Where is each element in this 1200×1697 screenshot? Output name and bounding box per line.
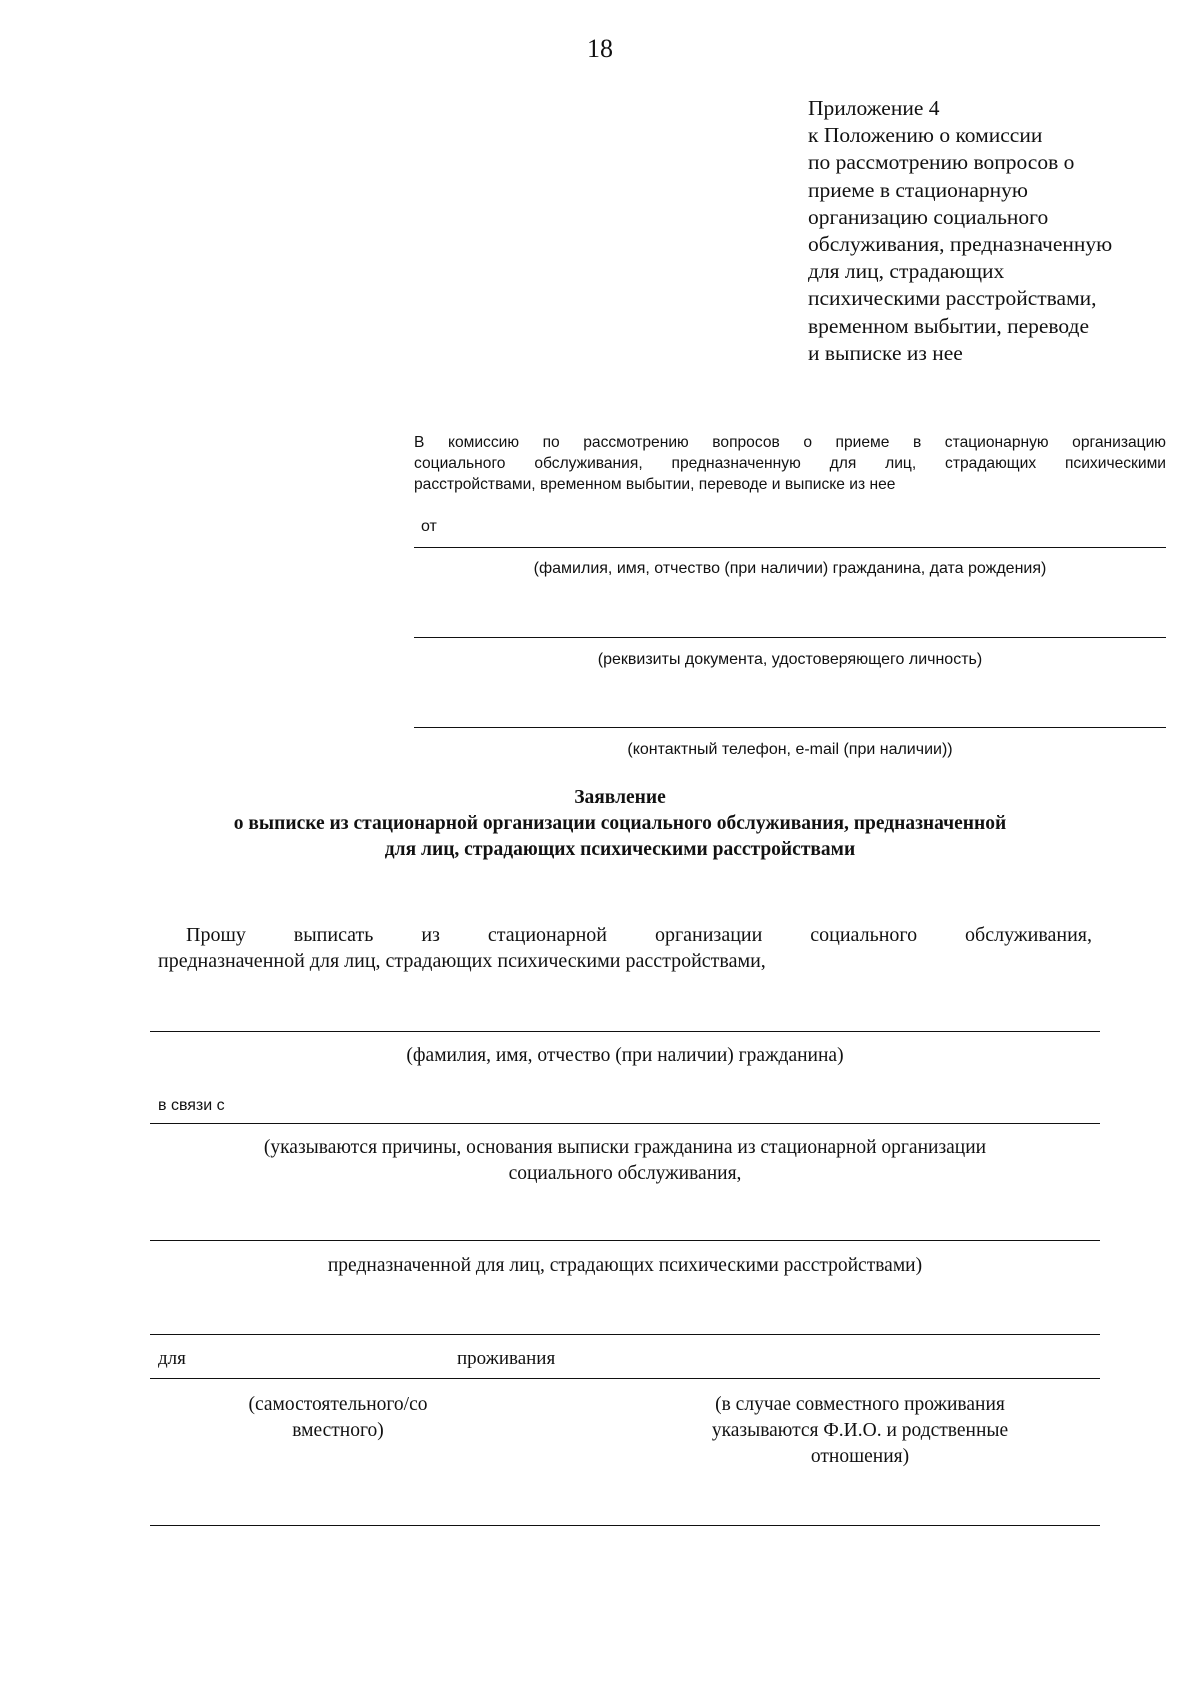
reasons-field-line[interactable] bbox=[150, 1123, 1100, 1124]
applicant-document-field-line[interactable] bbox=[414, 637, 1166, 638]
request-line: Прошу выписать из стационарной организации социального обслуживания, bbox=[186, 924, 1092, 946]
living-type-caption-line1: (самостоятельного/со bbox=[248, 1394, 428, 1415]
living-lower-field-line[interactable] bbox=[150, 1378, 1100, 1379]
applicant-document-caption: (реквизиты документа, удостоверяющего личность) bbox=[597, 651, 983, 668]
reasons-caption-line1: (указываются причины, основания выписки гражданина из стационарной организации bbox=[263, 1137, 987, 1158]
appendix-line: временном выбытии, переводе bbox=[808, 313, 1090, 338]
living-upper-field-line[interactable] bbox=[150, 1334, 1100, 1335]
page-number: 18 bbox=[587, 34, 613, 63]
title-line: для лиц, страдающих психическими расстройствами bbox=[384, 839, 856, 860]
addressee-block bbox=[414, 432, 1166, 495]
in-connection-label: в связи с bbox=[158, 1097, 225, 1114]
applicant-name-caption: (фамилия, имя, отчество (при наличии) гражданина, дата рождения) bbox=[533, 560, 1047, 577]
cohabitant-caption-line2: указываются Ф.И.О. и родственные bbox=[711, 1420, 1009, 1441]
addressee-line: социального обслуживания, предназначенную для лиц, страдающих психическими bbox=[414, 455, 1166, 472]
title-line: о выписке из стационарной организации социального обслуживания, предназначенной bbox=[233, 813, 1007, 834]
appendix-line: к Положению о комиссии bbox=[808, 123, 1043, 148]
reasons-caption-line3: предназначенной для лиц, страдающих психическими расстройствами) bbox=[327, 1255, 923, 1276]
request-line: предназначенной для лиц, страдающих психическими расстройствами, bbox=[158, 950, 766, 972]
applicant-contacts-field-line[interactable] bbox=[414, 727, 1166, 728]
appendix-line: обслуживания, предназначенную bbox=[808, 232, 1113, 257]
applicant-contacts-caption: (контактный телефон, e-mail (при наличии)) bbox=[627, 741, 953, 758]
document-title bbox=[0, 785, 1200, 863]
cohabitant-field-line[interactable] bbox=[150, 1525, 1100, 1526]
appendix-header bbox=[808, 95, 1112, 367]
title-line: Заявление bbox=[574, 787, 666, 808]
for-label: для bbox=[158, 1348, 186, 1369]
addressee-line: расстройствами, временном выбытии, переводе и выписке из нее bbox=[414, 476, 896, 493]
living-type-caption-line2: вместного) bbox=[292, 1420, 384, 1441]
appendix-line: и выписке из нее bbox=[808, 340, 963, 365]
cohabitant-caption-line1: (в случае совместного проживания bbox=[715, 1394, 1005, 1415]
reasons-caption-line2: социального обслуживания, bbox=[508, 1163, 742, 1184]
citizen-name-field-line[interactable] bbox=[150, 1031, 1100, 1032]
appendix-line: приеме в стационарную bbox=[808, 177, 1028, 202]
appendix-line: по рассмотрению вопросов о bbox=[808, 150, 1075, 175]
living-label: проживания bbox=[457, 1348, 556, 1369]
appendix-line: Приложение 4 bbox=[808, 96, 940, 120]
applicant-name-field-line[interactable] bbox=[414, 547, 1166, 548]
appendix-line: психическими расстройствами, bbox=[808, 286, 1097, 311]
appendix-line: для лиц, страдающих bbox=[808, 259, 1005, 284]
appendix-line: организацию социального bbox=[808, 204, 1049, 229]
addressee-line: В комиссию по рассмотрению вопросов о приеме в стационарную организацию bbox=[414, 434, 1166, 451]
cohabitant-caption-line3: отношения) bbox=[810, 1446, 910, 1467]
from-label: от bbox=[421, 518, 437, 535]
request-paragraph bbox=[158, 922, 1092, 974]
citizen-name-caption: (фамилия, имя, отчество (при наличии) гражданина) bbox=[406, 1045, 844, 1066]
reasons-continued-field-line[interactable] bbox=[150, 1240, 1100, 1241]
